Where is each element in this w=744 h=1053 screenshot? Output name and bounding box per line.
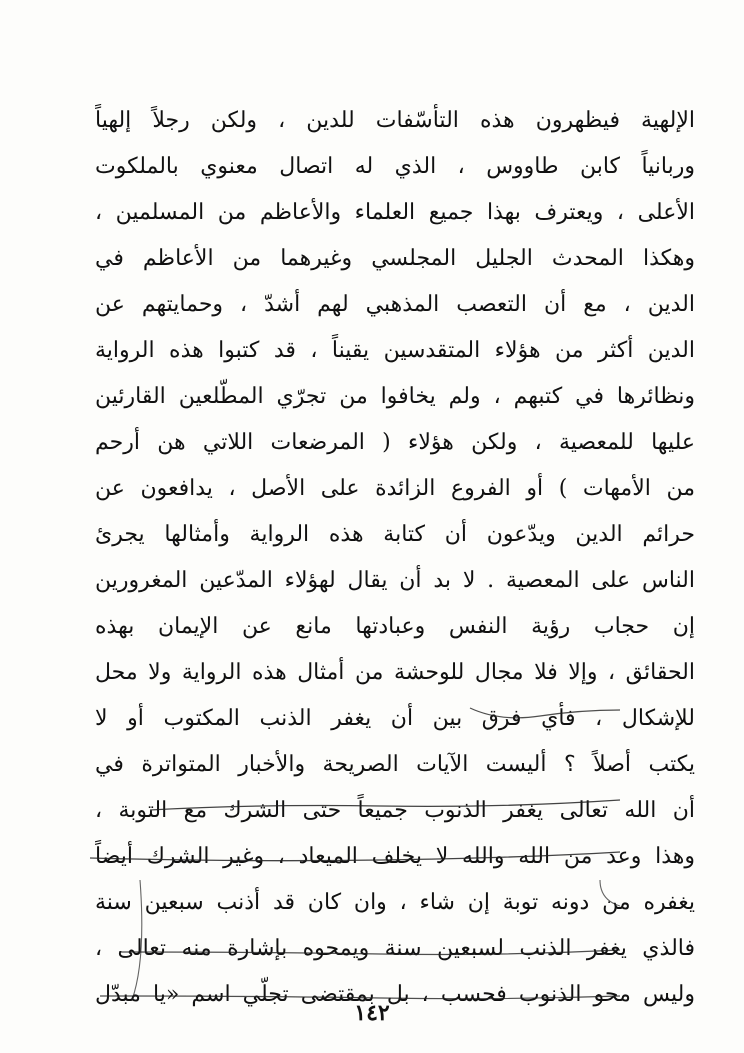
text-line-10: حرائم الدين ويدّعون أن كتابة هذه الرواية وأمثالها يجرئ [95,522,695,547]
text-line-14: للإشكال ، فأي فرق بين أن يغفر الذنب المكتوب أو لا [95,706,695,731]
text-line-2: وربانياً كابن طاووس ، الذي له اتصال معنوي بالملكوت [95,154,695,179]
text-line-11: الناس على المعصية . لا بد أن يقال لهؤلاء المدّعين المغرورين [95,568,695,593]
text-line-8: عليها للمعصية ، ولكن هؤلاء ( المرضعات اللاتي هن أرحم [95,430,695,455]
text-line-20: وليس محو الذنوب فحسب ، بل بمقتضى تجلّي اسم «يا مبدّل [95,982,695,1007]
text-line-6: الدين أكثر من هؤلاء المتقدسين يقيناً ، قد كتبوا هذه الرواية [95,338,695,363]
text-line-15: يكتب أصلاً ؟ أليست الآيات الصريحة والأخبار المتواترة في [95,752,695,777]
text-line-7: ونظائرها في كتبهم ، ولم يخافوا من تجرّي المطّلعين القارئين [95,384,695,409]
text-line-1: الإلهية فيظهرون هذه التأسّفات للدين ، ولكن رجلاً إلهياً [95,108,695,133]
text-line-19: فالذي يغفر الذنب لسبعين سنة ويمحوه بإشارة منه تعالى ، [95,936,695,961]
text-line-4: وهكذا المحدث الجليل المجلسي وغيرهما من الأعاظم في [95,246,695,271]
text-line-13: الحقائق ، وإلا فلا مجال للوحشة من أمثال هذه الرواية ولا محل [95,660,695,685]
text-line-16: أن الله تعالى يغفر الذنوب جميعاً حتى الشرك مع التوبة ، [95,798,695,823]
text-line-9: من الأمهات ) أو الفروع الزائدة على الأصل ، يدافعون عن [95,476,695,501]
text-line-18: يغفره من دونه توبة إن شاء ، وان كان قد أذنب سبعين سنة [95,890,695,915]
text-line-5: الدين ، مع أن التعصب المذهبي لهم أشدّ ، وحمايتهم عن [95,292,695,317]
text-line-17: وهذا وعد من الله والله لا يخلف الميعاد ، وغير الشرك أيضاً [95,844,695,869]
body-text [95,98,695,1018]
text-line-12: إن حجاب رؤية النفس وعبادتها مانع عن الإيمان بهذه [95,614,695,639]
page-number: ١٤٢ [354,1000,390,1026]
text-line-3: الأعلى ، ويعترف بهذا جميع العلماء والأعاظم من المسلمين ، [95,200,695,225]
